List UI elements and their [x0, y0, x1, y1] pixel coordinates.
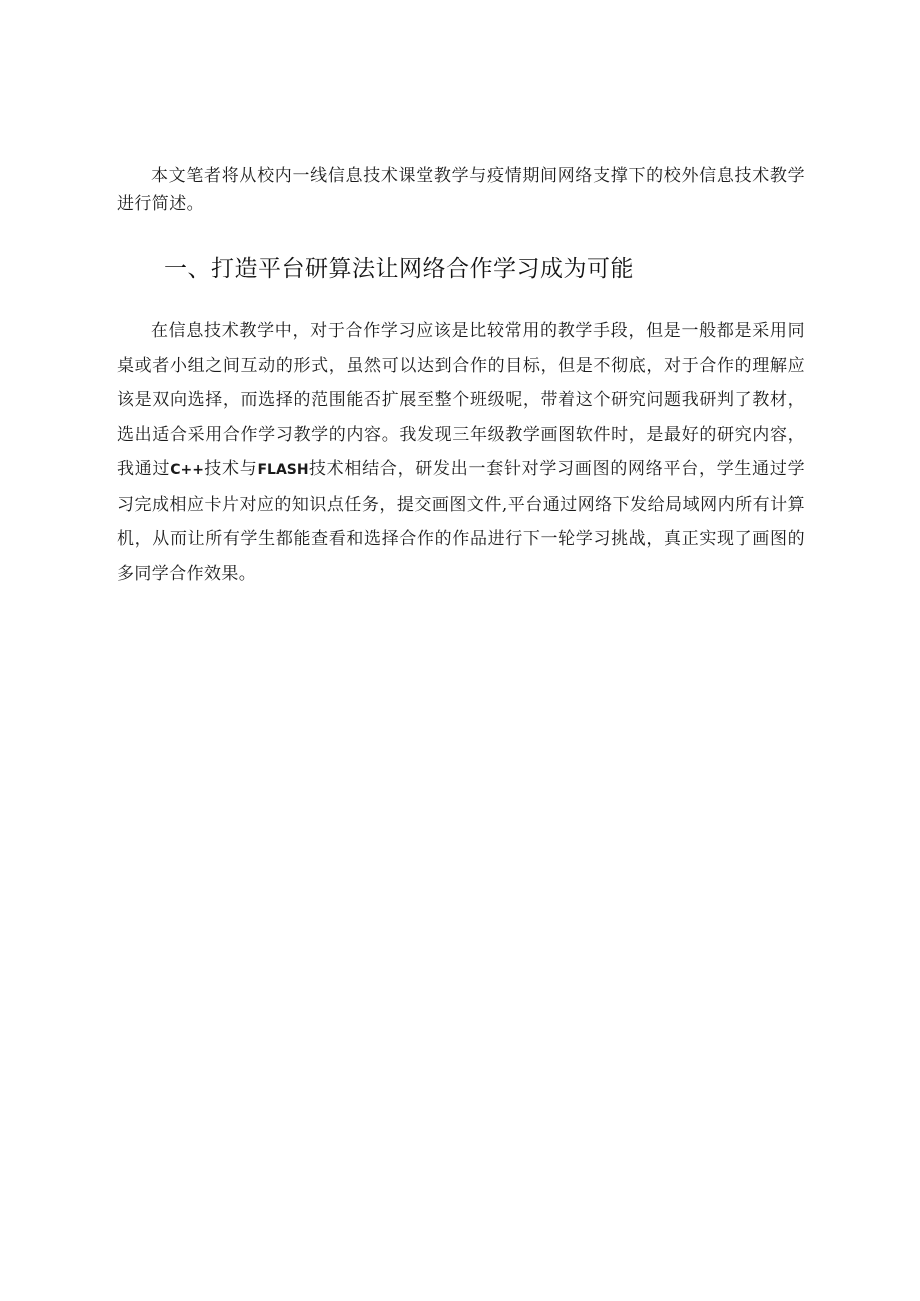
section-heading: 一、打造平台研算法让网络合作学习成为可能 — [164, 256, 634, 282]
term-cpp: C++ — [170, 462, 204, 478]
body-text-part2: 技术与 — [203, 459, 258, 479]
intro-paragraph: 本文笔者将从校内一线信息技术课堂教学与疫情期间网络支撑下的校外信息技术教学进行简述。 — [117, 166, 805, 214]
body-paragraph — [117, 314, 805, 591]
term-flash: FLASH — [257, 462, 309, 478]
body-text-part1: 在信息技术教学中，对于合作学习应该是比较常用的教学手段，但是一般都是采用同桌或者小组之间互动的形式，虽然可以达到合作的目标，但是不彻底，对于合作的理解应该是双向选择，而选择的范围能否扩展至整个班级呢，带着这个研究问题我研判了教材，选出适合采用合作学习教学的内容。我发现三年级教学画图软件时，是最好的研究内容，我通过 — [117, 321, 805, 479]
body-text-part3: 技术相结合，研发出一套针对学习画图的网络平台，学生通过学习完成相应卡片对应的知识点任务，提交画图文件,平台通过网络下发给局域网内所有计算机，从而让所有学生都能查看和选择合作的作品进行下一轮学习挑战，真正实现了画图的多同学合作效果。 — [117, 459, 806, 584]
